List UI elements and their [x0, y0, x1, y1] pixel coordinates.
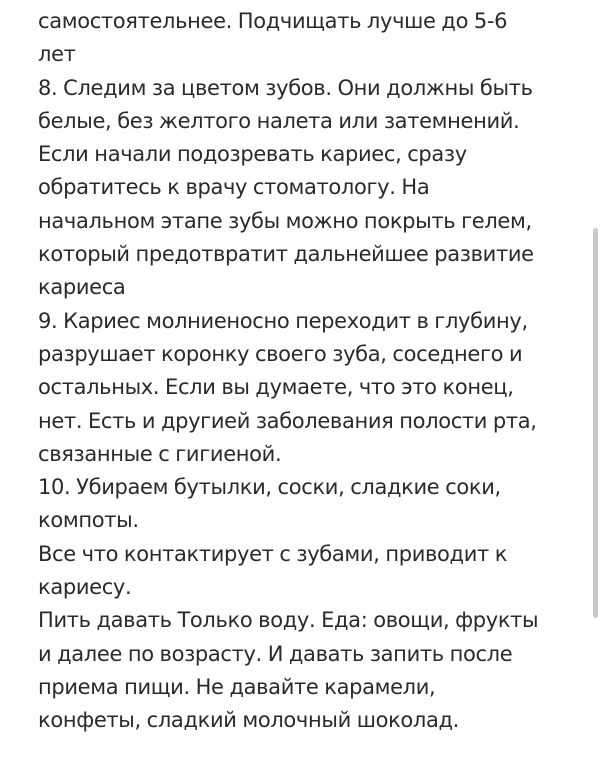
text-line: который предотвратит дальнейшее развитие: [38, 242, 534, 267]
text-line: лет: [38, 42, 76, 67]
text-line: Если начали подозревать кариес, сразу: [38, 142, 467, 167]
text-line: кариесу.: [38, 575, 132, 600]
text-line: компоты.: [38, 508, 139, 533]
text-line: разрушает коронку своего зуба, соседнего и: [38, 341, 523, 366]
text-line: приема пищи. Не давайте карамели,: [38, 674, 436, 699]
text-line: связанные с гигиеной.: [38, 441, 282, 466]
text-line: Все что контактирует с зубами, приводит к: [38, 541, 508, 566]
text-line: обратитесь к врачу стоматологу. На: [38, 175, 430, 200]
note-text: [38, 5, 583, 738]
text-line: 10. Убираем бутылки, соски, сладкие соки,: [38, 475, 501, 500]
text-line: нет. Есть и другией заболевания полости рта,: [38, 408, 537, 433]
text-line: и далее по возрасту. И давать запить после: [38, 641, 513, 666]
text-line: 8. Следим за цветом зубов. Они должны быть: [38, 75, 533, 100]
scrollbar-thumb[interactable]: [593, 228, 598, 618]
text-line: Пить давать Только воду. Еда: овощи, фрукты: [38, 608, 539, 633]
text-line: самостоятельнее. Подчищать лучше до 5-6: [38, 9, 508, 33]
text-line: белые, без желтого налета или затемнений.: [38, 108, 520, 133]
text-line: кариеса: [38, 275, 126, 300]
text-line: конфеты, сладкий молочный шоколад.: [38, 708, 459, 733]
text-line: остальных. Если вы думаете, что это конец,: [38, 375, 514, 400]
text-line: начальном этапе зубы можно покрыть гелем,: [38, 208, 532, 233]
text-line: 9. Кариес молниеносно переходит в глубину,: [38, 308, 528, 333]
